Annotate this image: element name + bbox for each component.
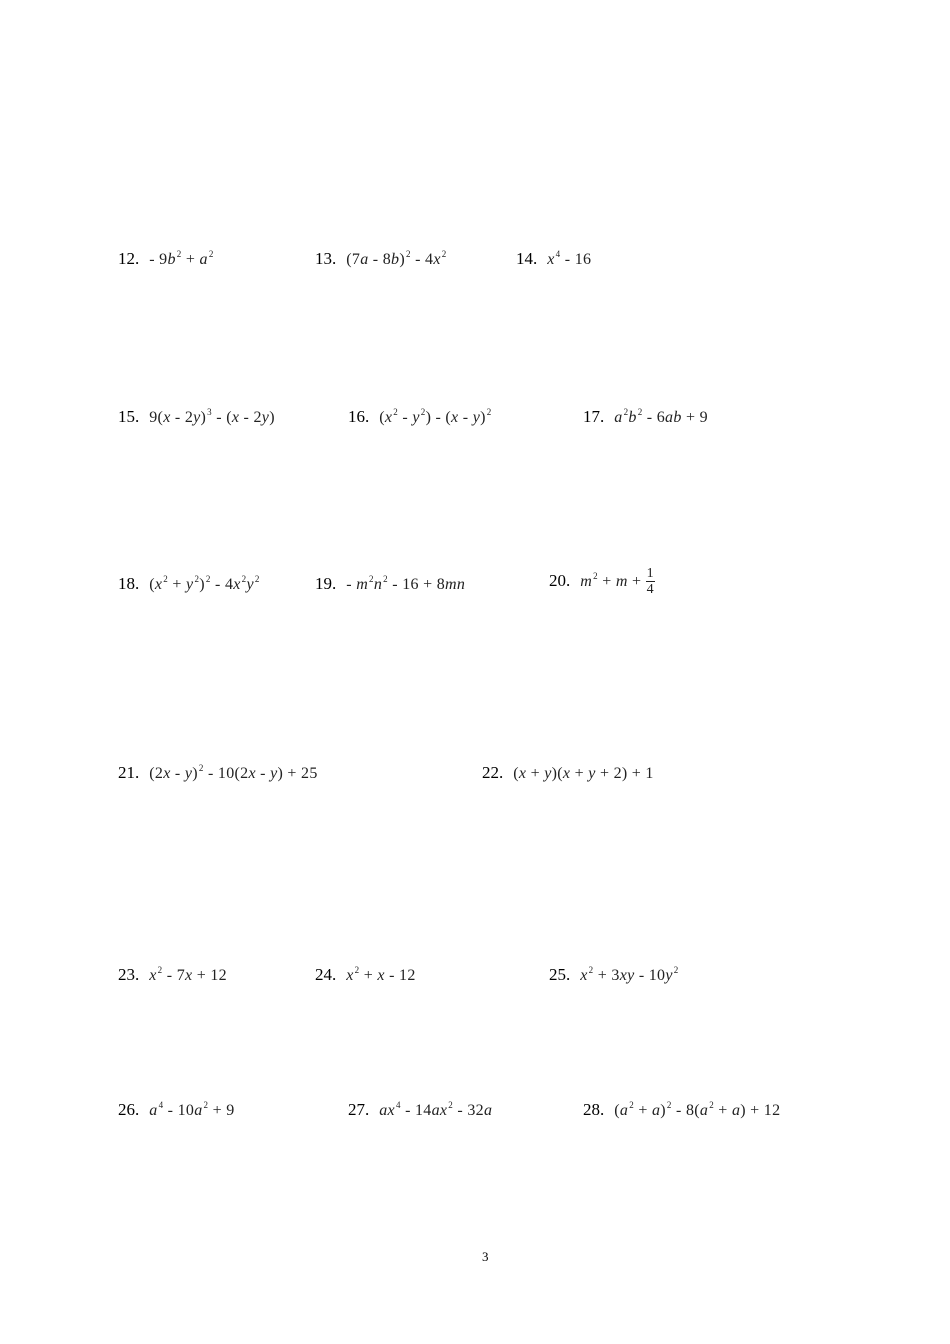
problem-expression: $(7a - 8b)^2 - 4x^2$ [346, 249, 447, 268]
problem-expression: $x^4 - 16$ [547, 249, 592, 268]
problem-expression: - $9b^2 + a^2$ [149, 249, 214, 268]
problem-number: 25. [549, 965, 571, 984]
problem-number: 13. [315, 249, 337, 268]
problem-number: 21. [118, 763, 140, 782]
problem-28 [583, 1100, 780, 1120]
problem-number: 17. [583, 407, 605, 426]
problem-18 [118, 574, 260, 594]
problem-number: 27. [348, 1100, 370, 1119]
problem-expression: $x^2 + 3xy - 10y^2$ [580, 965, 679, 984]
problem-expression: $(x^2 - y^2) - (x - y)^2$ [379, 407, 492, 426]
problem-expression: - $m^2n^2 - 16 + 8mn$ [346, 574, 466, 593]
problem-expression: $ax^4 - 14ax^2 - 32a$ [379, 1100, 493, 1119]
problem-16 [348, 407, 492, 427]
fraction [646, 566, 655, 598]
problem-expression: $a^2b^2 - 6ab + 9$ [614, 407, 708, 426]
problem-expression: $(x^2 + y^2)^2 - 4x^2y^2$ [149, 574, 260, 593]
problem-number: 24. [315, 965, 337, 984]
problem-number: 22. [482, 763, 504, 782]
problem-number: 28. [583, 1100, 605, 1119]
problem-number: 23. [118, 965, 140, 984]
problem-14 [516, 249, 591, 269]
problem-number: 20. [549, 570, 571, 590]
problem-number: 15. [118, 407, 140, 426]
fraction-denominator: 4 [646, 582, 654, 598]
problem-number: 19. [315, 574, 337, 593]
problem-expression: $x^2 + x - 12$ [346, 965, 416, 984]
page-number: 3 [482, 1249, 489, 1264]
problem-12 [118, 249, 214, 269]
problem-24 [315, 965, 416, 985]
problem-expression: 9(x - 2y)$^3$ - (x - 2y) [149, 407, 275, 426]
problem-number: 14. [516, 249, 538, 268]
fraction-numerator: 1 [646, 566, 654, 581]
problem-expression: (x + y)(x + y + 2) + 1 [513, 765, 654, 782]
problem-13 [315, 249, 447, 269]
problem-20 [549, 566, 655, 598]
problem-expression: $a^4 - 10a^2 + 9$ [149, 1100, 235, 1119]
problem-expression: (2x - y)$^2$ - 10(2x - y) + 25 [149, 763, 318, 782]
problem-expression: $(a^2 + a)^2 - 8(a^2 + a) + 12$ [614, 1100, 781, 1119]
problem-19 [315, 574, 465, 594]
problem-number: 12. [118, 249, 140, 268]
problem-number: 16. [348, 407, 370, 426]
problem-number: 18. [118, 574, 140, 593]
problem-23 [118, 965, 227, 985]
problem-17 [583, 407, 708, 427]
problem-expression: $m^2 + m$ + $\frac{1}{4}$ [580, 566, 654, 598]
problem-25 [549, 965, 679, 985]
problem-21 [118, 763, 318, 783]
problem-15 [118, 407, 275, 427]
problem-22 [482, 763, 654, 783]
problem-expression: $x^2 - 7x + 12$ [149, 965, 227, 984]
problem-number: 26. [118, 1100, 140, 1119]
problem-26 [118, 1100, 235, 1120]
problem-27 [348, 1100, 492, 1120]
